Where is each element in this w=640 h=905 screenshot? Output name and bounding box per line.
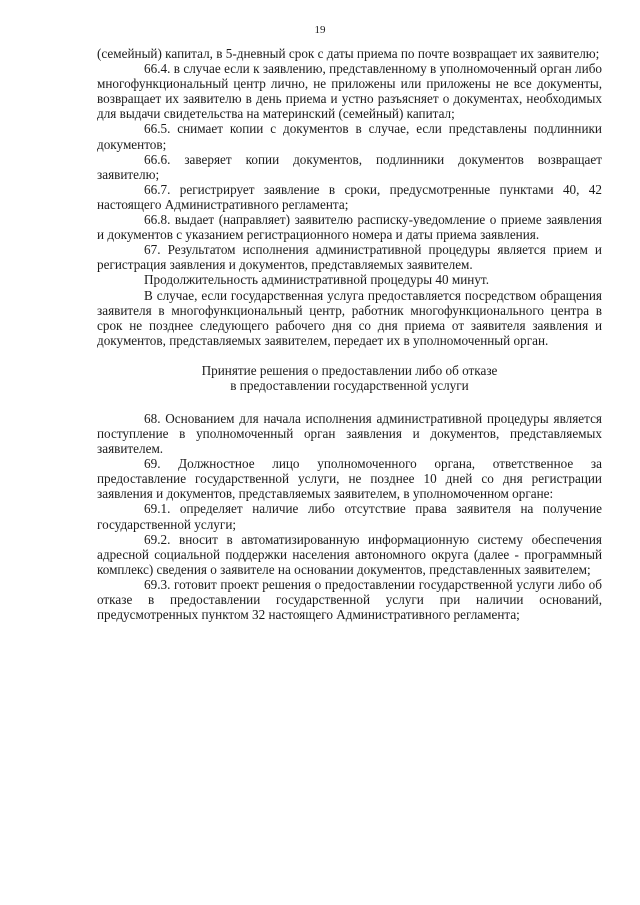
document-body bbox=[97, 46, 602, 622]
paragraph: 69. Должностное лицо уполномоченного органа, ответственное за предоставление государственной услуги, не позднее 10 дней со дня регистрации заявления и документов, представляемых заявителем, в уполномоченном органе: bbox=[97, 456, 602, 502]
paragraph: 66.5. снимает копии с документов в случае, если представлены подлинники документов; bbox=[97, 121, 602, 152]
paragraph: 66.4. в случае если к заявлению, представленному в уполномоченный орган либо многофункциональный центр лично, не приложены или приложены не все документы, возвращает их заявителю в день приема и устно разъясняет о документах, необходимых для выдачи свидетельства на материнский (семейный) капитал; bbox=[97, 61, 602, 122]
paragraphs-after-heading bbox=[97, 411, 602, 622]
paragraph: 69.3. готовит проект решения о предоставлении государственной услуги либо об отказе в предоставлении государственной услуги при наличии оснований, предусмотренных пунктом 32 настоящего Административного регламента; bbox=[97, 576, 602, 623]
paragraph: 66.8. выдает (направляет) заявителю расписку-уведомление о приеме заявления и документов с указанием регистрационного номера и даты приема заявления. bbox=[97, 212, 602, 243]
paragraph: В случае, если государственная услуга предоставляется посредством обращения заявителя в многофункциональный центр, работник многофункционального центра в срок не позднее следующего рабочего дня со дня приема от заявителя заявления и документов, представляемых заявителем, передает их в уполномоченный орган. bbox=[97, 287, 602, 348]
paragraph: 67. Результатом исполнения административной процедуры является прием и регистрация заявления и документов, представляемых заявителем. bbox=[97, 242, 602, 273]
page-number: 19 bbox=[314, 24, 326, 36]
paragraph: 69.1. определяет наличие либо отсутствие права заявителя на получение государственной услуги; bbox=[97, 501, 602, 532]
section-heading bbox=[97, 363, 602, 394]
paragraph: 66.7. регистрирует заявление в сроки, предусмотренные пунктами 40, 42 настоящего Административного регламента; bbox=[97, 181, 602, 212]
paragraph: 66.6. заверяет копии документов, подлинники документов возвращает заявителю; bbox=[97, 151, 602, 182]
section-heading-line-1: Принятие решения о предоставлении либо об отказе bbox=[201, 362, 498, 378]
paragraph: (семейный) капитал, в 5-дневный срок с даты приема по почте возвращает их заявителю; bbox=[97, 46, 600, 61]
paragraph: Продолжительность административной процедуры 40 минут. bbox=[144, 272, 489, 288]
section-heading-line-2: в предоставлении государственной услуги bbox=[230, 378, 469, 394]
paragraph: 69.2. вносит в автоматизированную информационную систему обеспечения адресной социальной поддержки населения автономного округа (далее - программный комплекс) сведения о заявителе на основании документов, представленных заявителем; bbox=[97, 531, 602, 577]
paragraphs-before-heading bbox=[97, 46, 602, 348]
paragraph: 68. Основанием для начала исполнения административной процедуры является поступление в уполномоченный орган заявления и документов, представляемых заявителем. bbox=[97, 410, 602, 457]
